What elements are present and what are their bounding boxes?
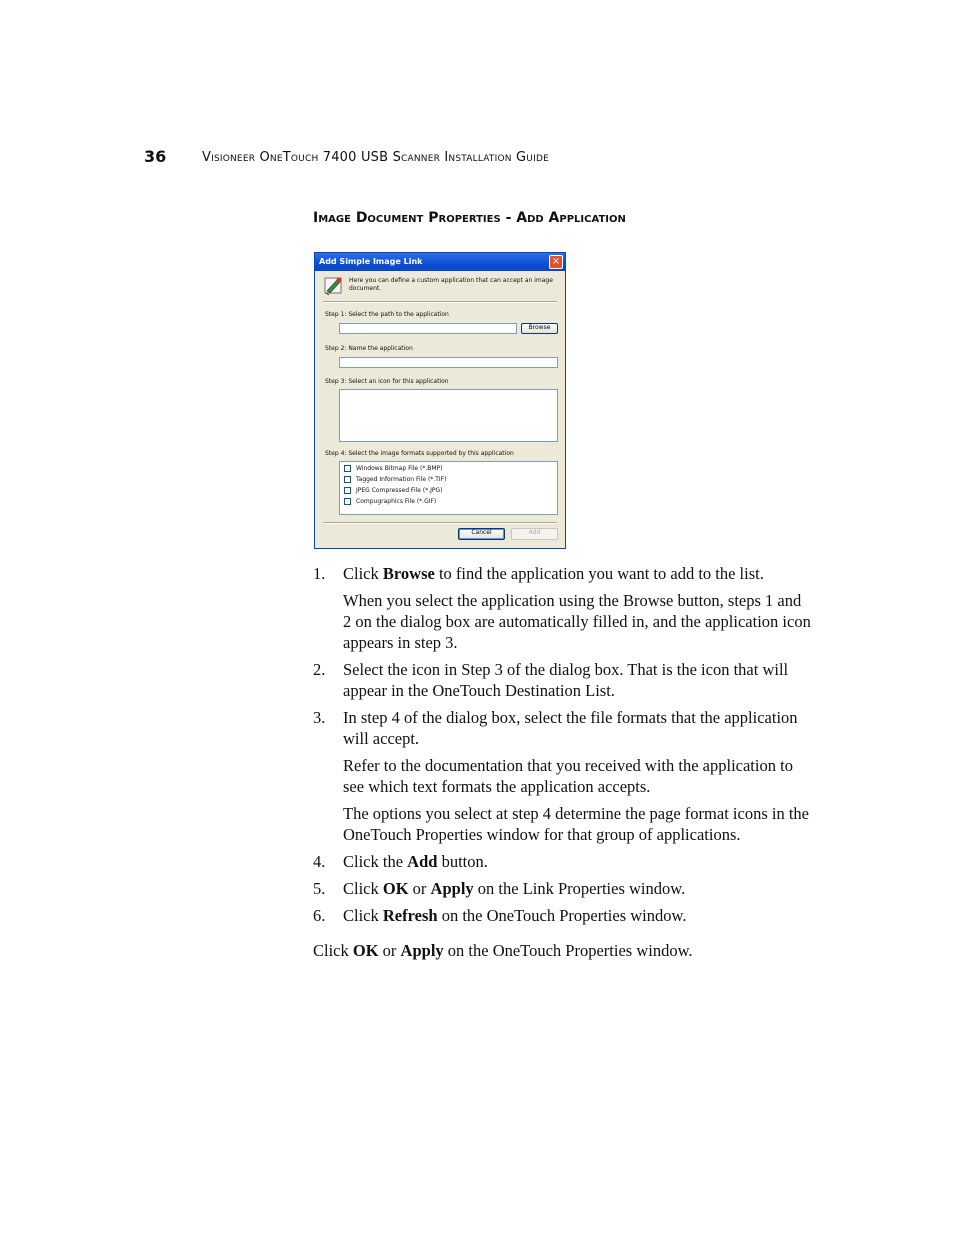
instructions xyxy=(313,563,813,978)
dialog-titlebar[interactable] xyxy=(315,253,565,271)
list-item: 5. Click OK or Apply on the Link Properties window. xyxy=(313,879,686,898)
list-item: 4. Click the Add button. xyxy=(313,852,488,871)
step1-label: Step 1: Select the path to the application xyxy=(325,311,449,318)
list-item: 3. In step 4 of the dialog box, select the file formats that the application will accept. Refer to the documentation that you received with the application to see which text formats the application accepts. The options you select at step 4 determine the page format icons in the OneTouch Properties window for that group of applications. xyxy=(313,707,813,845)
dialog-intro-text: Here you can define a custom application that can accept an image document. xyxy=(349,277,553,292)
separator xyxy=(323,301,557,303)
close-icon: × xyxy=(551,256,561,267)
image-format-list xyxy=(339,461,558,515)
format-label: Tagged Information File (*.TIF) xyxy=(356,476,447,483)
list-item: 6. Click Refresh on the OneTouch Properties window. xyxy=(313,906,687,925)
format-option-tif[interactable] xyxy=(344,475,446,484)
application-name-input[interactable] xyxy=(339,357,558,368)
list-item: 2. Select the icon in Step 3 of the dialog box. That is the icon that will appear in the OneTouch Destination List. xyxy=(313,660,789,700)
application-wizard-icon xyxy=(323,275,345,297)
format-label: Compugraphics File (*.GIF) xyxy=(356,498,437,505)
list-item: 1. Click Browse to find the application you want to add to the list. When you select the application using the Browse button, steps 1 and 2 on the dialog box are automatically filled in, and the application icon appears in step 3. xyxy=(313,563,813,653)
dialog-body xyxy=(315,271,565,548)
format-label: Windows Bitmap File (*.BMP) xyxy=(356,465,443,472)
page-number: 36 xyxy=(144,147,167,166)
format-label: JPEG Compressed File (*.JPG) xyxy=(356,487,443,494)
checkbox[interactable] xyxy=(344,476,351,483)
separator xyxy=(323,522,557,524)
dialog-title: Add Simple Image Link xyxy=(319,257,423,266)
section-title: Image Document Properties - Add Application xyxy=(313,210,626,226)
steps-list xyxy=(313,563,813,926)
page-header xyxy=(144,147,844,171)
step-note: When you select the application using the Browse button, steps 1 and 2 on the dialog box are automatically filled in, and the application icon appears in step 3. xyxy=(343,591,811,652)
final-instruction: Click OK or Apply on the OneTouch Properties window. xyxy=(313,941,693,960)
step-note: The options you select at step 4 determine the page format icons in the OneTouch Properties window for that group of applications. xyxy=(343,804,809,844)
checkbox[interactable] xyxy=(344,498,351,505)
checkbox[interactable] xyxy=(344,487,351,494)
format-option-jpg[interactable] xyxy=(344,486,443,495)
step-note: Refer to the documentation that you received with the application to see which text formats the application accepts. xyxy=(343,756,793,796)
step3-label: Step 3: Select an icon for this application xyxy=(325,378,449,385)
step4-label: Step 4: Select the image formats supported by this application xyxy=(325,450,514,457)
add-button[interactable]: Add xyxy=(511,528,558,540)
cancel-button[interactable]: Cancel xyxy=(458,528,505,540)
application-path-input[interactable] xyxy=(339,323,517,334)
browse-button[interactable]: Browse xyxy=(521,323,558,334)
format-option-bmp[interactable] xyxy=(344,464,443,473)
close-button[interactable] xyxy=(549,255,563,269)
step2-label: Step 2: Name the application xyxy=(325,345,413,352)
checkbox[interactable] xyxy=(344,465,351,472)
running-title: Visioneer OneTouch 7400 USB Scanner Installation Guide xyxy=(202,150,549,165)
icon-select-list[interactable] xyxy=(339,389,558,442)
format-option-gif[interactable] xyxy=(344,497,436,506)
add-simple-image-link-dialog xyxy=(314,252,566,549)
